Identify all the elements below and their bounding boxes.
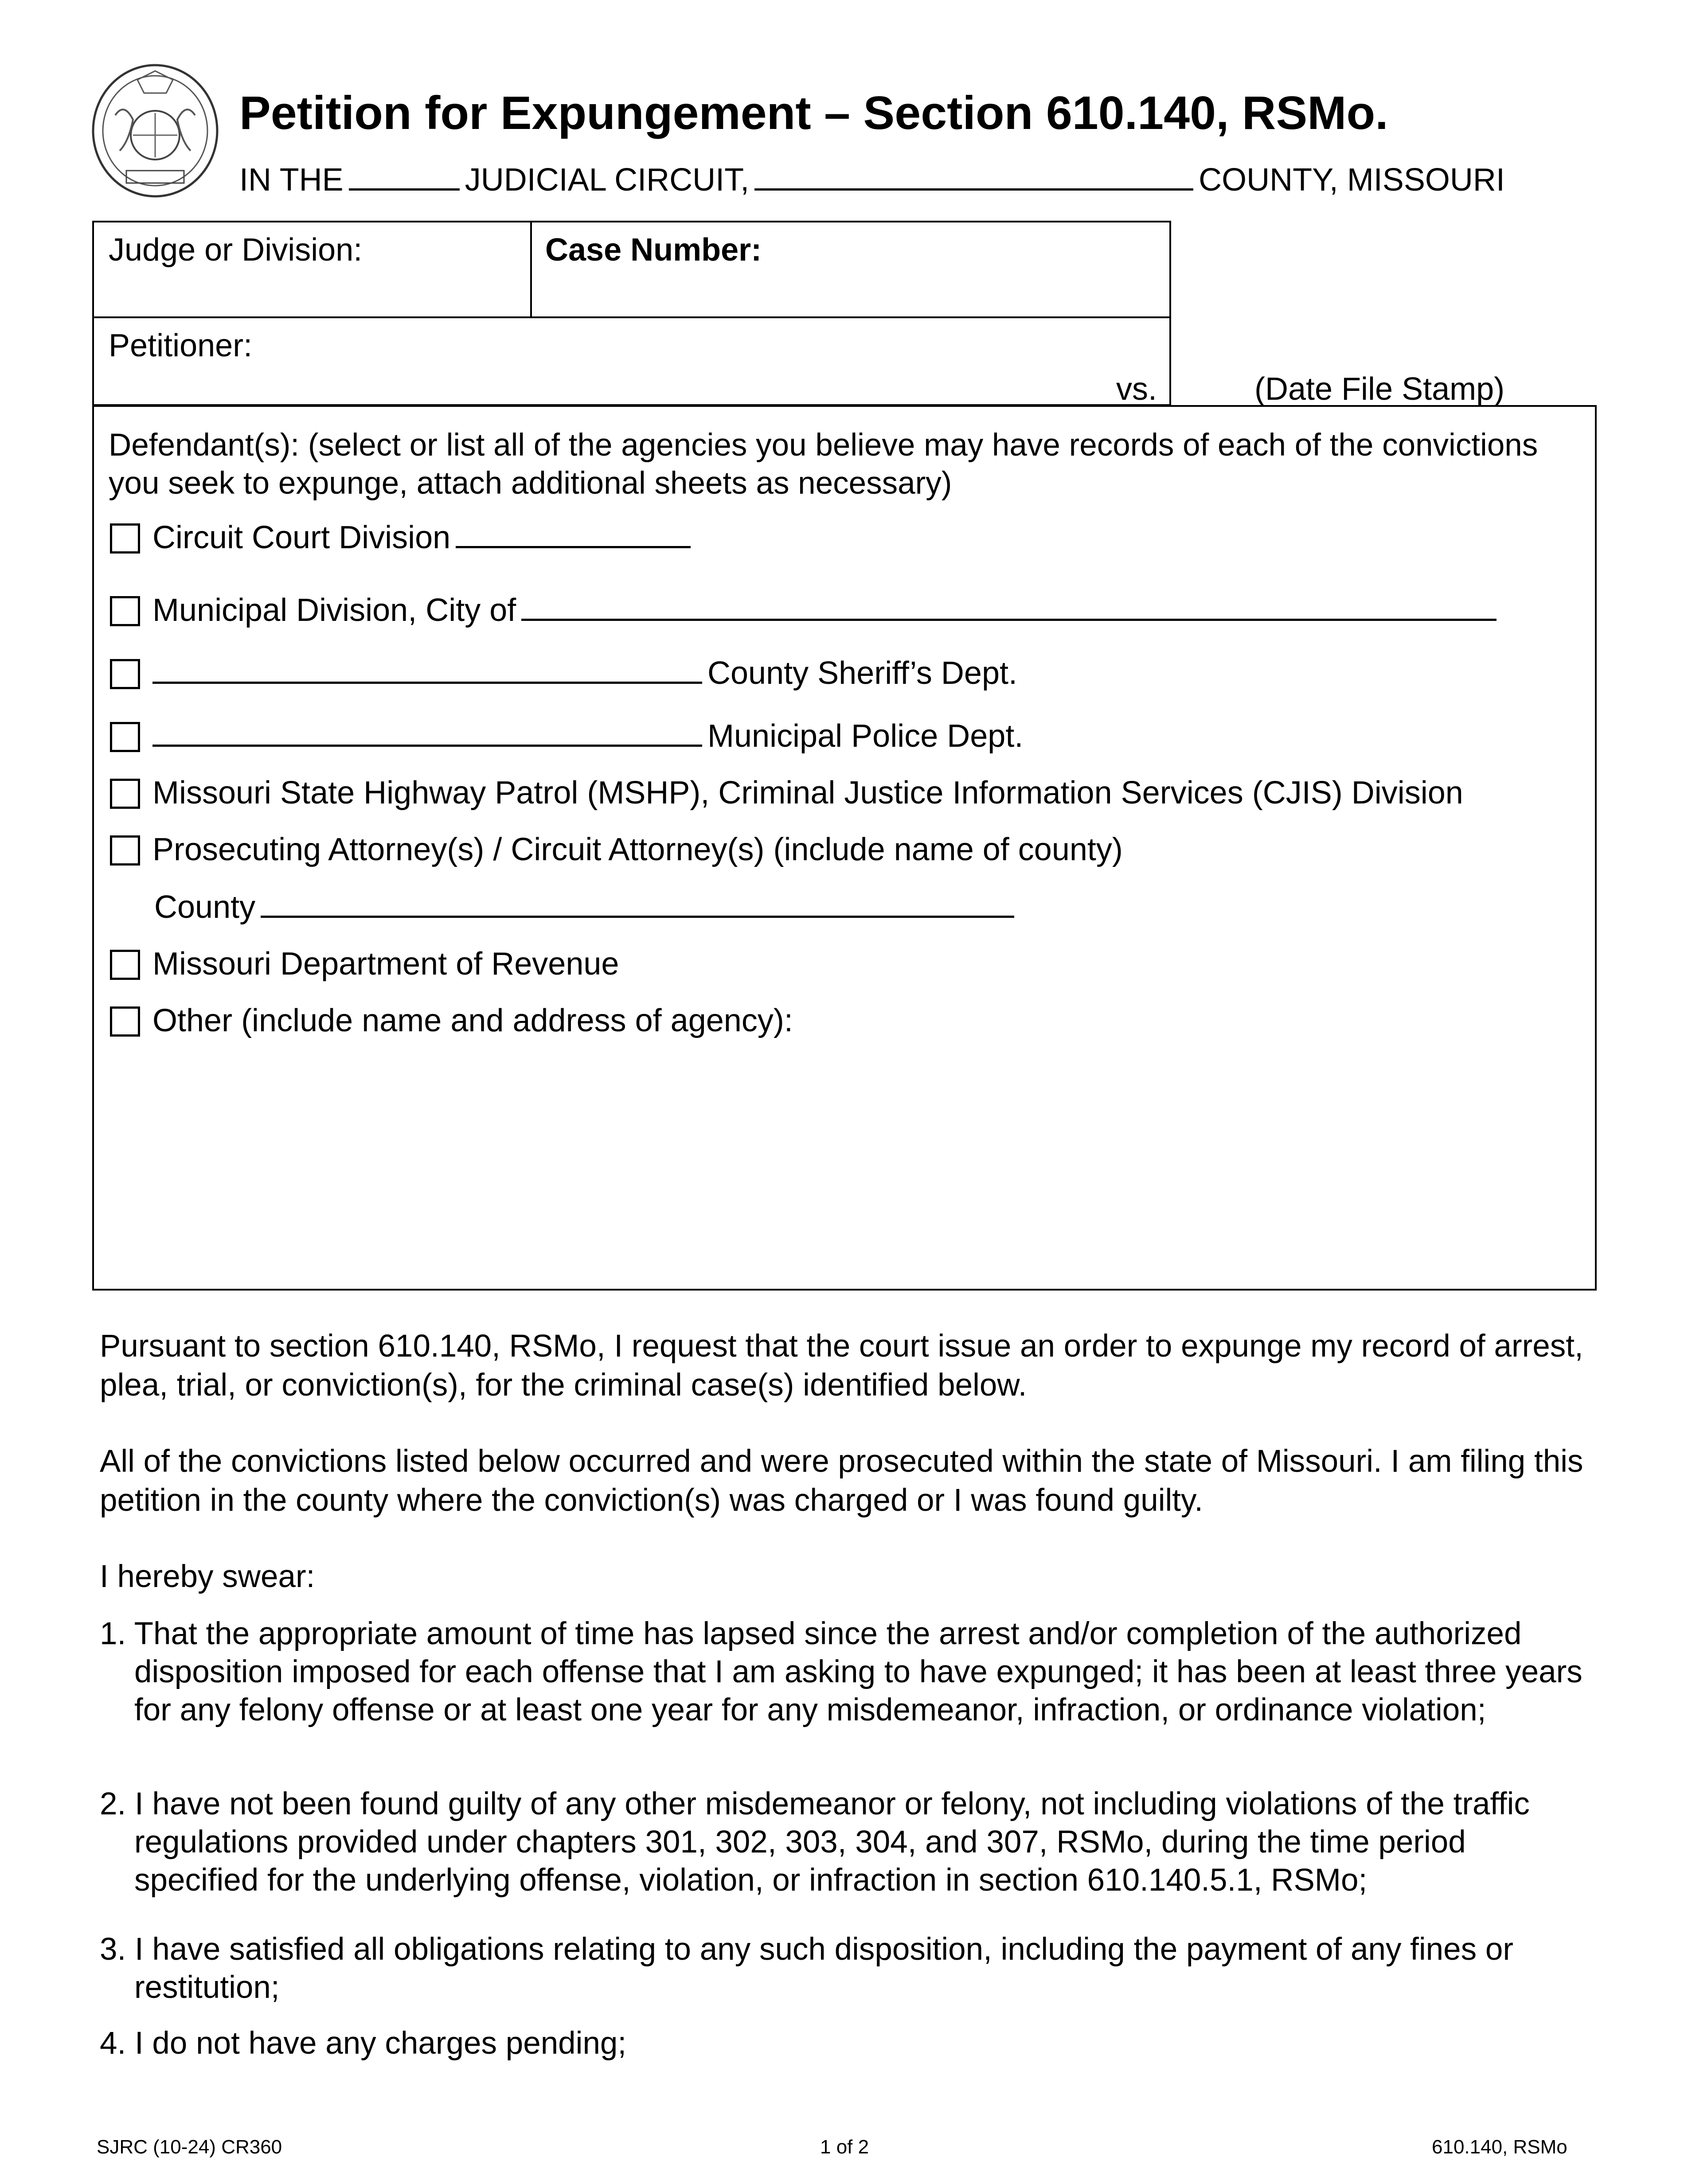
- circuit-court-row: [110, 519, 696, 556]
- police-label: Municipal Police Dept.: [707, 718, 1024, 754]
- revenue-row: [110, 946, 619, 982]
- police-municipality-field[interactable]: [152, 718, 702, 747]
- page-number: 1 of 2: [820, 2136, 869, 2158]
- municipal-division-checkbox[interactable]: [110, 596, 140, 626]
- circuit-court-label: Circuit Court Division: [152, 520, 451, 555]
- municipal-city-field[interactable]: [521, 592, 1497, 621]
- footer-statute: 610.140, RSMo: [1432, 2136, 1567, 2158]
- circuit-court-division-field[interactable]: [456, 519, 691, 548]
- sheriff-checkbox[interactable]: [110, 659, 140, 689]
- prosecuting-county-field[interactable]: [261, 889, 1014, 918]
- circuit-court-checkbox[interactable]: [110, 523, 140, 554]
- oath-item-1: 1. That the appropriate amount of time has lapsed since the arrest and/or completion of the authorized disposition imposed for each offense that I am asking to have expunged; it has been at least three years for any felony offense or at least one year for any misdemeanor, infraction, or ordinance violation;: [100, 1616, 1582, 1728]
- vs-label: vs.: [1116, 371, 1157, 407]
- circuit-number-field[interactable]: [349, 162, 460, 191]
- date-file-stamp-label: (Date File Stamp): [1254, 371, 1505, 407]
- defendants-intro: Defendant(s): (select or list all of the agencies you believe may have records of each of the convictions you seek to expunge, attach additional sheets as necessary): [109, 428, 1538, 501]
- missouri-seal-icon: [89, 62, 222, 199]
- revenue-label: Missouri Department of Revenue: [152, 946, 619, 982]
- circuit-line: [239, 162, 1505, 198]
- oath-item-2: 2. I have not been found guilty of any other misdemeanor or felony, not including violations of the traffic regulations provided under chapters 301, 302, 303, 304, and 307, RSMo, during the time period specified for the underlying offense, violation, or infraction in section 610.140.5.1, RSMo;: [100, 1786, 1530, 1898]
- prosecuting-label: Prosecuting Attorney(s) / Circuit Attorney(s) (include name of county): [152, 832, 1123, 867]
- sheriff-label: County Sheriff’s Dept.: [707, 655, 1018, 691]
- prosecuting-county-row: [154, 889, 1020, 925]
- municipal-division-row: [110, 592, 1502, 628]
- caption-divider-horizontal: [92, 316, 1171, 318]
- petitioner-label: Petitioner:: [109, 328, 253, 363]
- form-title: Petition for Expungement – Section 610.140, RSMo.: [239, 87, 1388, 139]
- case-number-label: Case Number:: [545, 232, 762, 268]
- police-checkbox[interactable]: [110, 722, 140, 752]
- mshp-label: Missouri State Highway Patrol (MSHP), Criminal Justice Information Services (CJIS) Division: [152, 775, 1463, 811]
- prosecuting-county-label: County: [154, 889, 256, 925]
- sheriff-county-field[interactable]: [152, 655, 702, 684]
- mshp-checkbox[interactable]: [110, 779, 140, 809]
- revenue-checkbox[interactable]: [110, 950, 140, 980]
- prosecuting-checkbox[interactable]: [110, 835, 140, 866]
- judge-division-label: Judge or Division:: [109, 232, 363, 268]
- request-paragraph: Pursuant to section 610.140, RSMo, I request that the court issue an order to expunge my record of arrest, plea, trial, or conviction(s), for the criminal case(s) identified below.: [100, 1329, 1583, 1403]
- form-id: SJRC (10-24) CR360: [97, 2136, 282, 2158]
- swear-heading: I hereby swear:: [100, 1559, 315, 1594]
- circuit-prefix: IN THE: [239, 162, 344, 198]
- other-agency-text-area[interactable]: [155, 1055, 1574, 1268]
- other-label: Other (include name and address of agency):: [152, 1003, 793, 1038]
- circuit-suffix: COUNTY, MISSOURI: [1199, 162, 1505, 198]
- prosecuting-row: [110, 831, 1123, 868]
- municipal-division-label: Municipal Division, City of: [152, 593, 516, 628]
- sheriff-row: [110, 655, 1017, 691]
- police-row: [110, 718, 1023, 754]
- oath-item-3: 3. I have satisfied all obligations relating to any such disposition, including the payment of any fines or restitution;: [100, 1932, 1514, 2005]
- other-row: [110, 1002, 793, 1039]
- oath-item-4: 4. I do not have any charges pending;: [100, 2026, 627, 2061]
- caption-divider-vertical: [530, 221, 532, 317]
- jurisdiction-paragraph: All of the convictions listed below occurred and were prosecuted within the state of Missouri. I am filing this petition in the county where the conviction(s) was charged or I was found guilty.: [100, 1444, 1583, 1518]
- county-name-field[interactable]: [754, 162, 1193, 191]
- circuit-middle: JUDICIAL CIRCUIT,: [465, 162, 750, 198]
- other-checkbox[interactable]: [110, 1006, 140, 1037]
- mshp-row: [110, 775, 1463, 811]
